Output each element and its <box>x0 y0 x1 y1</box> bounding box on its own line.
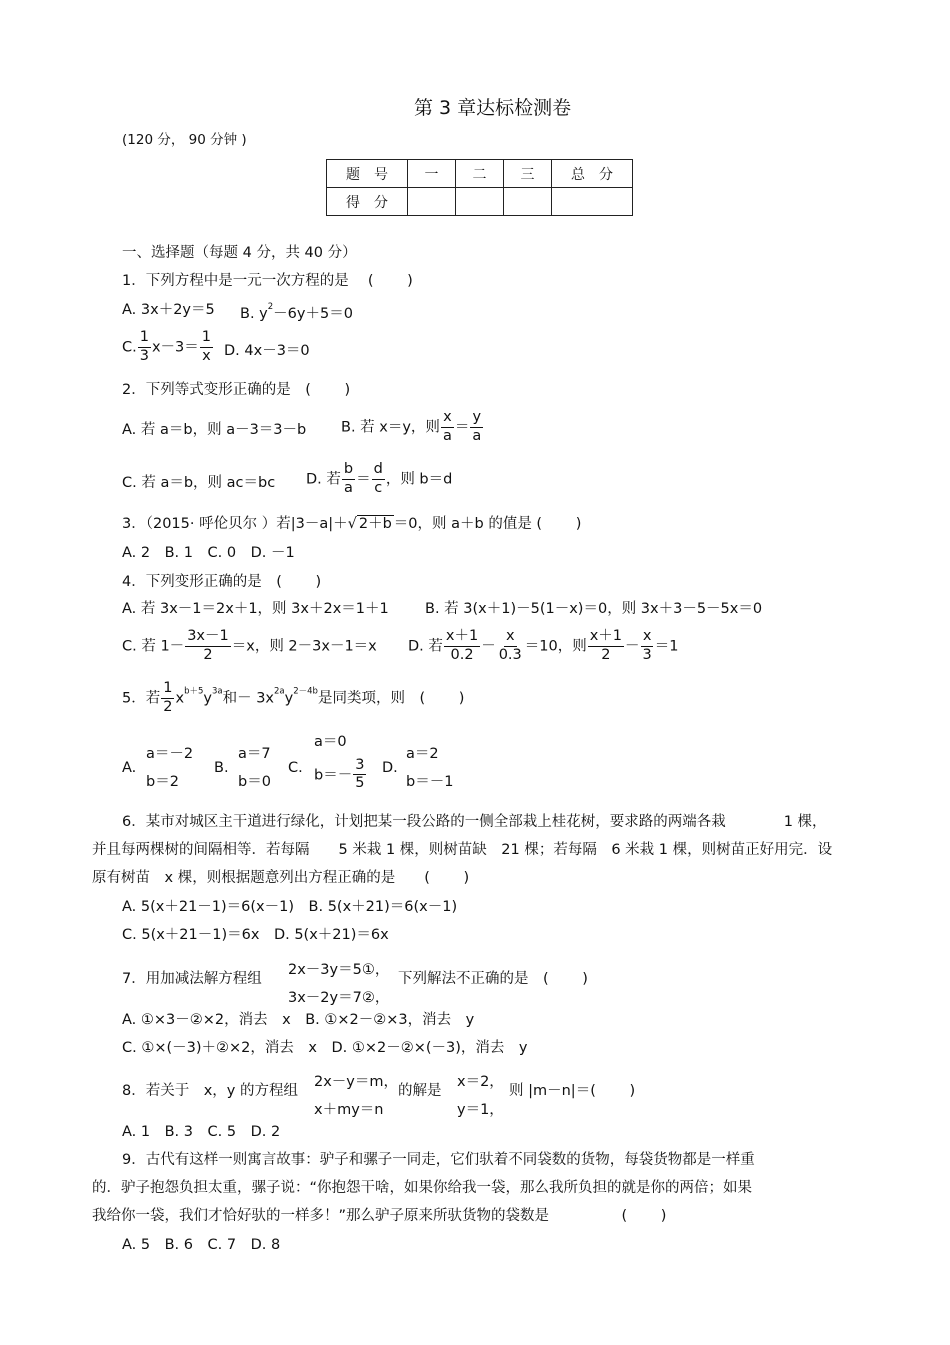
question-7-equation-system: 2x－3y＝5①， 3x－2y＝7②， <box>288 962 390 1006</box>
question-4-option-a: A. 若 3x－1＝2x＋1，则 3x＋2x＝1＋1 <box>122 601 389 617</box>
question-9-options: A. 5 B. 6 C. 7 D. 8 <box>122 1237 281 1253</box>
question-4-stem: 4．下列变形正确的是 ( ) <box>122 574 322 590</box>
question-9-line-3: 我给你一袋，我们才恰好驮的一样多！”那么驴子原来所驮货物的袋数是 ( ) <box>92 1208 667 1224</box>
score-header-part2: 二 <box>456 160 504 188</box>
score-header-total: 总 分 <box>552 160 633 188</box>
question-6-options-ab: A. 5(x＋21－1)＝6(x－1) B. 5(x＋21)＝6(x－1) <box>122 899 458 915</box>
question-5-stem: 5．若 $\frac{1}{2}$ $x^{b+5}y^{3a}$和－ $3x^{2a}y^{2-4b}$是同类项，则 ( ) <box>122 680 465 715</box>
question-2-option-c: C. 若 a＝b，则 ac＝bc <box>122 475 276 491</box>
question-3-options: A. 2 B. 1 C. 0 D. －1 <box>122 545 295 561</box>
question-6-line-1: 6．某市对城区主干道进行绿化，计划把某一段公路的一侧全部栽上桂花树，要求路的两端各栽 1 棵， <box>122 814 827 830</box>
question-7-stem-suffix: 下列解法不正确的是 ( ) <box>398 971 588 987</box>
question-4-option-d: D. 若 $\frac{x+1}{0.2}$ － $\frac{x}{0.3}$ ＝10，则 $\frac{x+1}{2}$ － $\frac{x}{3}$ ＝1 <box>408 628 679 663</box>
question-1-stem: 1．下列方程中是一元一次方程的是 ( ) <box>122 273 413 289</box>
question-7-stem-prefix: 7．用加减法解方程组 <box>122 971 262 987</box>
score-table <box>326 159 633 216</box>
score-cell-total <box>552 188 633 216</box>
question-7-options-ab: A. ①×3－②×2，消去 x B. ①×2－②×3，消去 y <box>122 1012 475 1028</box>
question-7-options-cd: C. ①×(－3)＋②×2，消去 x D. ①×2－②×(－3)，消去 y <box>122 1040 528 1056</box>
score-row-label: 得 分 <box>327 188 408 216</box>
question-8-stem-prefix: 8．若关于 x，y 的方程组 <box>122 1083 298 1099</box>
exam-meta: (120 分， 90 分钟 ) <box>122 132 247 148</box>
question-6-line-2: 并且每两棵树的间隔相等．若每隔 5 米栽 1 棵，则树苗缺 21 棵；若每隔 6 米栽 1 棵，则树苗正好用完．设 <box>92 842 833 858</box>
question-5-option-c: a＝0 b＝－ $\frac{3}{5}$ <box>314 734 365 792</box>
question-2-stem: 2．下列等式变形正确的是 ( ) <box>122 382 351 398</box>
question-2-option-a: A. 若 a＝b，则 a－3＝3－b <box>122 422 307 438</box>
question-8-equation-system: 2x－y＝m， x＋my＝n <box>314 1074 399 1118</box>
score-cell-part3 <box>504 188 552 216</box>
question-8-options: A. 1 B. 3 C. 5 D. 2 <box>122 1124 281 1140</box>
question-5-option-b-label: B. <box>214 760 229 776</box>
section-heading: 一、选择题（每题 4 分，共 40 分） <box>122 245 357 261</box>
question-5-option-a-label: A. <box>122 760 137 776</box>
question-8-stem-suffix: 则 |m－n|＝( ) <box>509 1083 636 1099</box>
question-1-option-a: A. 3x＋2y＝5 <box>122 302 215 318</box>
question-5-option-d-label: D. <box>382 760 398 776</box>
question-5-option-a: a＝－2 b＝2 <box>146 746 194 790</box>
question-4-option-b: B. 若 3(x＋1)－5(1－x)＝0，则 3x＋3－5－5x＝0 <box>425 601 763 617</box>
score-table-header-row <box>327 160 633 188</box>
question-2-option-d: D. 若 $\frac{b}{a}$ ＝ $\frac{d}{c}$ ，则 b＝d <box>306 461 453 496</box>
score-cell-part2 <box>456 188 504 216</box>
sqrt-expression: 2＋b <box>358 516 392 532</box>
score-cell-part1 <box>408 188 456 216</box>
question-8-solution: x＝2， y＝1， <box>457 1074 504 1118</box>
page-title: 第 3 章达标检测卷 <box>414 97 572 119</box>
question-5-option-b: a＝7 b＝0 <box>238 746 271 790</box>
question-6-options-cd: C. 5(x＋21－1)＝6x D. 5(x＋21)＝6x <box>122 927 389 943</box>
question-1-option-c: C. $\frac{1}{3}$ x－3＝ $\frac{1}{x}$ <box>122 329 212 364</box>
question-1-option-d: D. 4x－3＝0 <box>224 343 310 359</box>
score-header-part3: 三 <box>504 160 552 188</box>
question-6-line-3: 原有树苗 x 棵，则根据题意列出方程正确的是 ( ) <box>92 870 470 886</box>
question-5-option-d: a＝2 b＝－1 <box>406 746 454 790</box>
score-header-part1: 一 <box>408 160 456 188</box>
question-3-stem: 3．（2015· 呼伦贝尔 ）若|3－a|＋√ 2＋b ＝0，则 a＋b 的值是 ( ) <box>122 516 582 532</box>
question-9-line-1: 9．古代有这样一则寓言故事：驴子和骡子一同走，它们驮着不同袋数的货物，每袋货物都是一样重 <box>122 1152 755 1168</box>
question-5-option-c-label: C. <box>288 760 303 776</box>
score-header-number: 题 号 <box>327 160 408 188</box>
score-table-score-row <box>327 188 633 216</box>
question-8-mid-text: 的解是 <box>398 1083 442 1099</box>
question-9-line-2: 的．驴子抱怨负担太重，骡子说：“你抱怨干啥，如果你给我一袋，那么我所负担的就是你的两倍；如果 <box>92 1180 753 1196</box>
question-2-option-b: B. 若 x＝y，则 $\frac{x}{a}$ ＝ $\frac{y}{a}$ <box>341 409 482 444</box>
question-1-option-b: B. $y^2-6y+5=0$ <box>240 302 353 322</box>
question-4-option-c: C. 若 1－ $\frac{3x-1}{2}$ ＝x，则 2－3x－1＝x <box>122 628 377 663</box>
